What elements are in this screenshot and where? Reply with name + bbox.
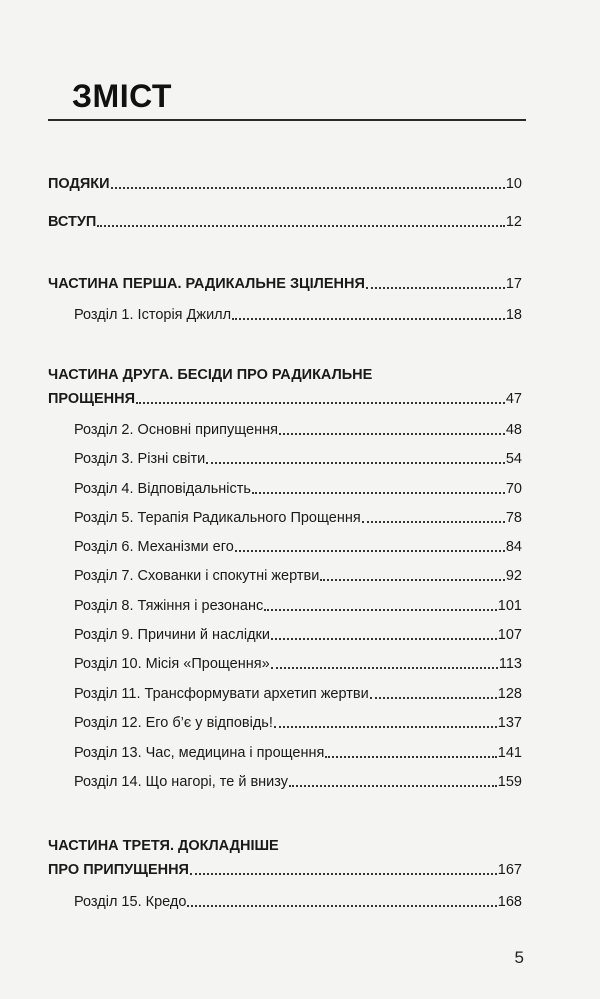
toc-entry-page: 107 xyxy=(497,627,522,643)
toc-entry-page: 84 xyxy=(505,539,522,555)
toc-entry-label: Розділ 10. Місія «Прощення» xyxy=(74,656,270,672)
toc-entry-part-one[interactable] xyxy=(48,275,522,293)
toc-entry-acknowledgements[interactable] xyxy=(48,175,522,193)
toc-entry-page: 48 xyxy=(505,422,522,438)
toc-entry-page: 18 xyxy=(505,307,522,323)
page-title: ЗМІСТ xyxy=(72,78,172,114)
toc-entry-chapter-7[interactable] xyxy=(74,567,522,585)
toc-entry-label: Розділ 4. Відповідальність xyxy=(74,481,251,497)
toc-entry-chapter-3[interactable] xyxy=(74,450,522,468)
toc-entry-page: 167 xyxy=(497,862,522,878)
toc-entry-label: ЧАСТИНА ПЕРША. РАДИКАЛЬНЕ ЗЦІЛЕННЯ xyxy=(48,276,365,292)
toc-entry-label: Розділ 14. Що нагорі, те й внизу xyxy=(74,774,289,790)
leader-dots xyxy=(279,433,505,435)
leader-dots xyxy=(289,785,497,787)
toc-entry-part-three[interactable] xyxy=(48,861,522,879)
toc-entry-label: ПОДЯКИ xyxy=(48,176,110,192)
toc-entry-page: 101 xyxy=(497,598,522,614)
toc-entry-label: ПРОЩЕННЯ xyxy=(48,391,135,407)
toc-entry-label: Розділ 2. Основні припущення xyxy=(74,422,278,438)
leader-dots xyxy=(232,318,505,320)
toc-entry-label: Розділ 1. Історія Джилл xyxy=(74,307,232,323)
toc-entry-label: Розділ 6. Механізми его xyxy=(74,539,234,555)
toc-entry-page: 17 xyxy=(505,276,522,292)
toc-entry-chapter-10[interactable] xyxy=(74,655,522,673)
toc-entry-page: 168 xyxy=(497,894,522,910)
toc-entry-chapter-9[interactable] xyxy=(74,626,522,644)
leader-dots xyxy=(206,462,505,464)
leader-dots xyxy=(252,492,505,494)
toc-entry-page: 78 xyxy=(505,510,522,526)
toc-entry-page: 92 xyxy=(505,568,522,584)
leader-dots xyxy=(190,873,497,875)
toc-entry-label: Розділ 8. Тяжіння і резонанс xyxy=(74,598,264,614)
leader-dots xyxy=(187,905,496,907)
toc-entry-chapter-1[interactable] xyxy=(74,306,522,324)
toc-entry-chapter-6[interactable] xyxy=(74,538,522,556)
toc-entry-chapter-4[interactable] xyxy=(74,480,522,498)
toc-entry-page: 10 xyxy=(505,176,522,192)
toc-entry-page: 70 xyxy=(505,481,522,497)
leader-dots xyxy=(366,287,505,289)
leader-dots xyxy=(362,521,505,523)
toc-entry-label: Розділ 15. Кредо xyxy=(74,894,187,910)
leader-dots xyxy=(325,756,496,758)
toc-entry-chapter-13[interactable] xyxy=(74,744,522,762)
leader-dots xyxy=(274,726,497,728)
toc-entry-label: ВСТУП xyxy=(48,214,97,230)
toc-entry-label: Розділ 11. Трансформувати архетип жертви xyxy=(74,686,369,702)
toc-entry-chapter-5[interactable] xyxy=(74,509,522,527)
toc-entry-page: 47 xyxy=(505,391,522,407)
toc-entry-chapter-14[interactable] xyxy=(74,773,522,791)
leader-dots xyxy=(97,225,505,227)
leader-dots xyxy=(111,187,505,189)
toc-entry-chapter-12[interactable] xyxy=(74,714,522,732)
toc-entry-page: 12 xyxy=(505,214,522,230)
toc-entry-label: Розділ 7. Схованки і спокутні жертви xyxy=(74,568,320,584)
toc-entry-part-three-line1: ЧАСТИНА ТРЕТЯ. ДОКЛАДНІШЕ xyxy=(48,838,279,854)
toc-entry-label: Розділ 3. Різні світи xyxy=(74,451,206,467)
toc-entry-page: 113 xyxy=(498,656,522,672)
toc-entry-page: 141 xyxy=(497,745,522,761)
toc-entry-part-two-line1: ЧАСТИНА ДРУГА. БЕСІДИ ПРО РАДИКАЛЬНЕ xyxy=(48,367,373,383)
toc-entry-part-two[interactable] xyxy=(48,390,522,408)
toc-entry-page: 137 xyxy=(497,715,522,731)
leader-dots xyxy=(136,402,505,404)
toc-entry-chapter-15[interactable] xyxy=(74,893,522,911)
toc-entry-chapter-8[interactable] xyxy=(74,597,522,615)
leader-dots xyxy=(370,697,497,699)
leader-dots xyxy=(235,550,505,552)
page-number: 5 xyxy=(514,948,524,967)
toc-entry-introduction[interactable] xyxy=(48,213,522,231)
toc-entry-label: Розділ 9. Причини й наслідки xyxy=(74,627,270,643)
toc-entry-page: 54 xyxy=(505,451,522,467)
toc-entry-page: 159 xyxy=(497,774,522,790)
leader-dots xyxy=(264,609,497,611)
toc-entry-label: Розділ 13. Час, медицина і прощення xyxy=(74,745,325,761)
toc-entry-page: 128 xyxy=(497,686,522,702)
leader-dots xyxy=(271,638,497,640)
toc-entry-label: ПРО ПРИПУЩЕННЯ xyxy=(48,862,189,878)
leader-dots xyxy=(271,667,498,669)
leader-dots xyxy=(320,579,505,581)
toc-entry-label: Розділ 12. Его б’є у відповідь! xyxy=(74,715,273,731)
toc-entry-label: Розділ 5. Терапія Радикального Прощення xyxy=(74,510,361,526)
toc-entry-chapter-11[interactable] xyxy=(74,685,522,703)
toc-entry-chapter-2[interactable] xyxy=(74,421,522,439)
